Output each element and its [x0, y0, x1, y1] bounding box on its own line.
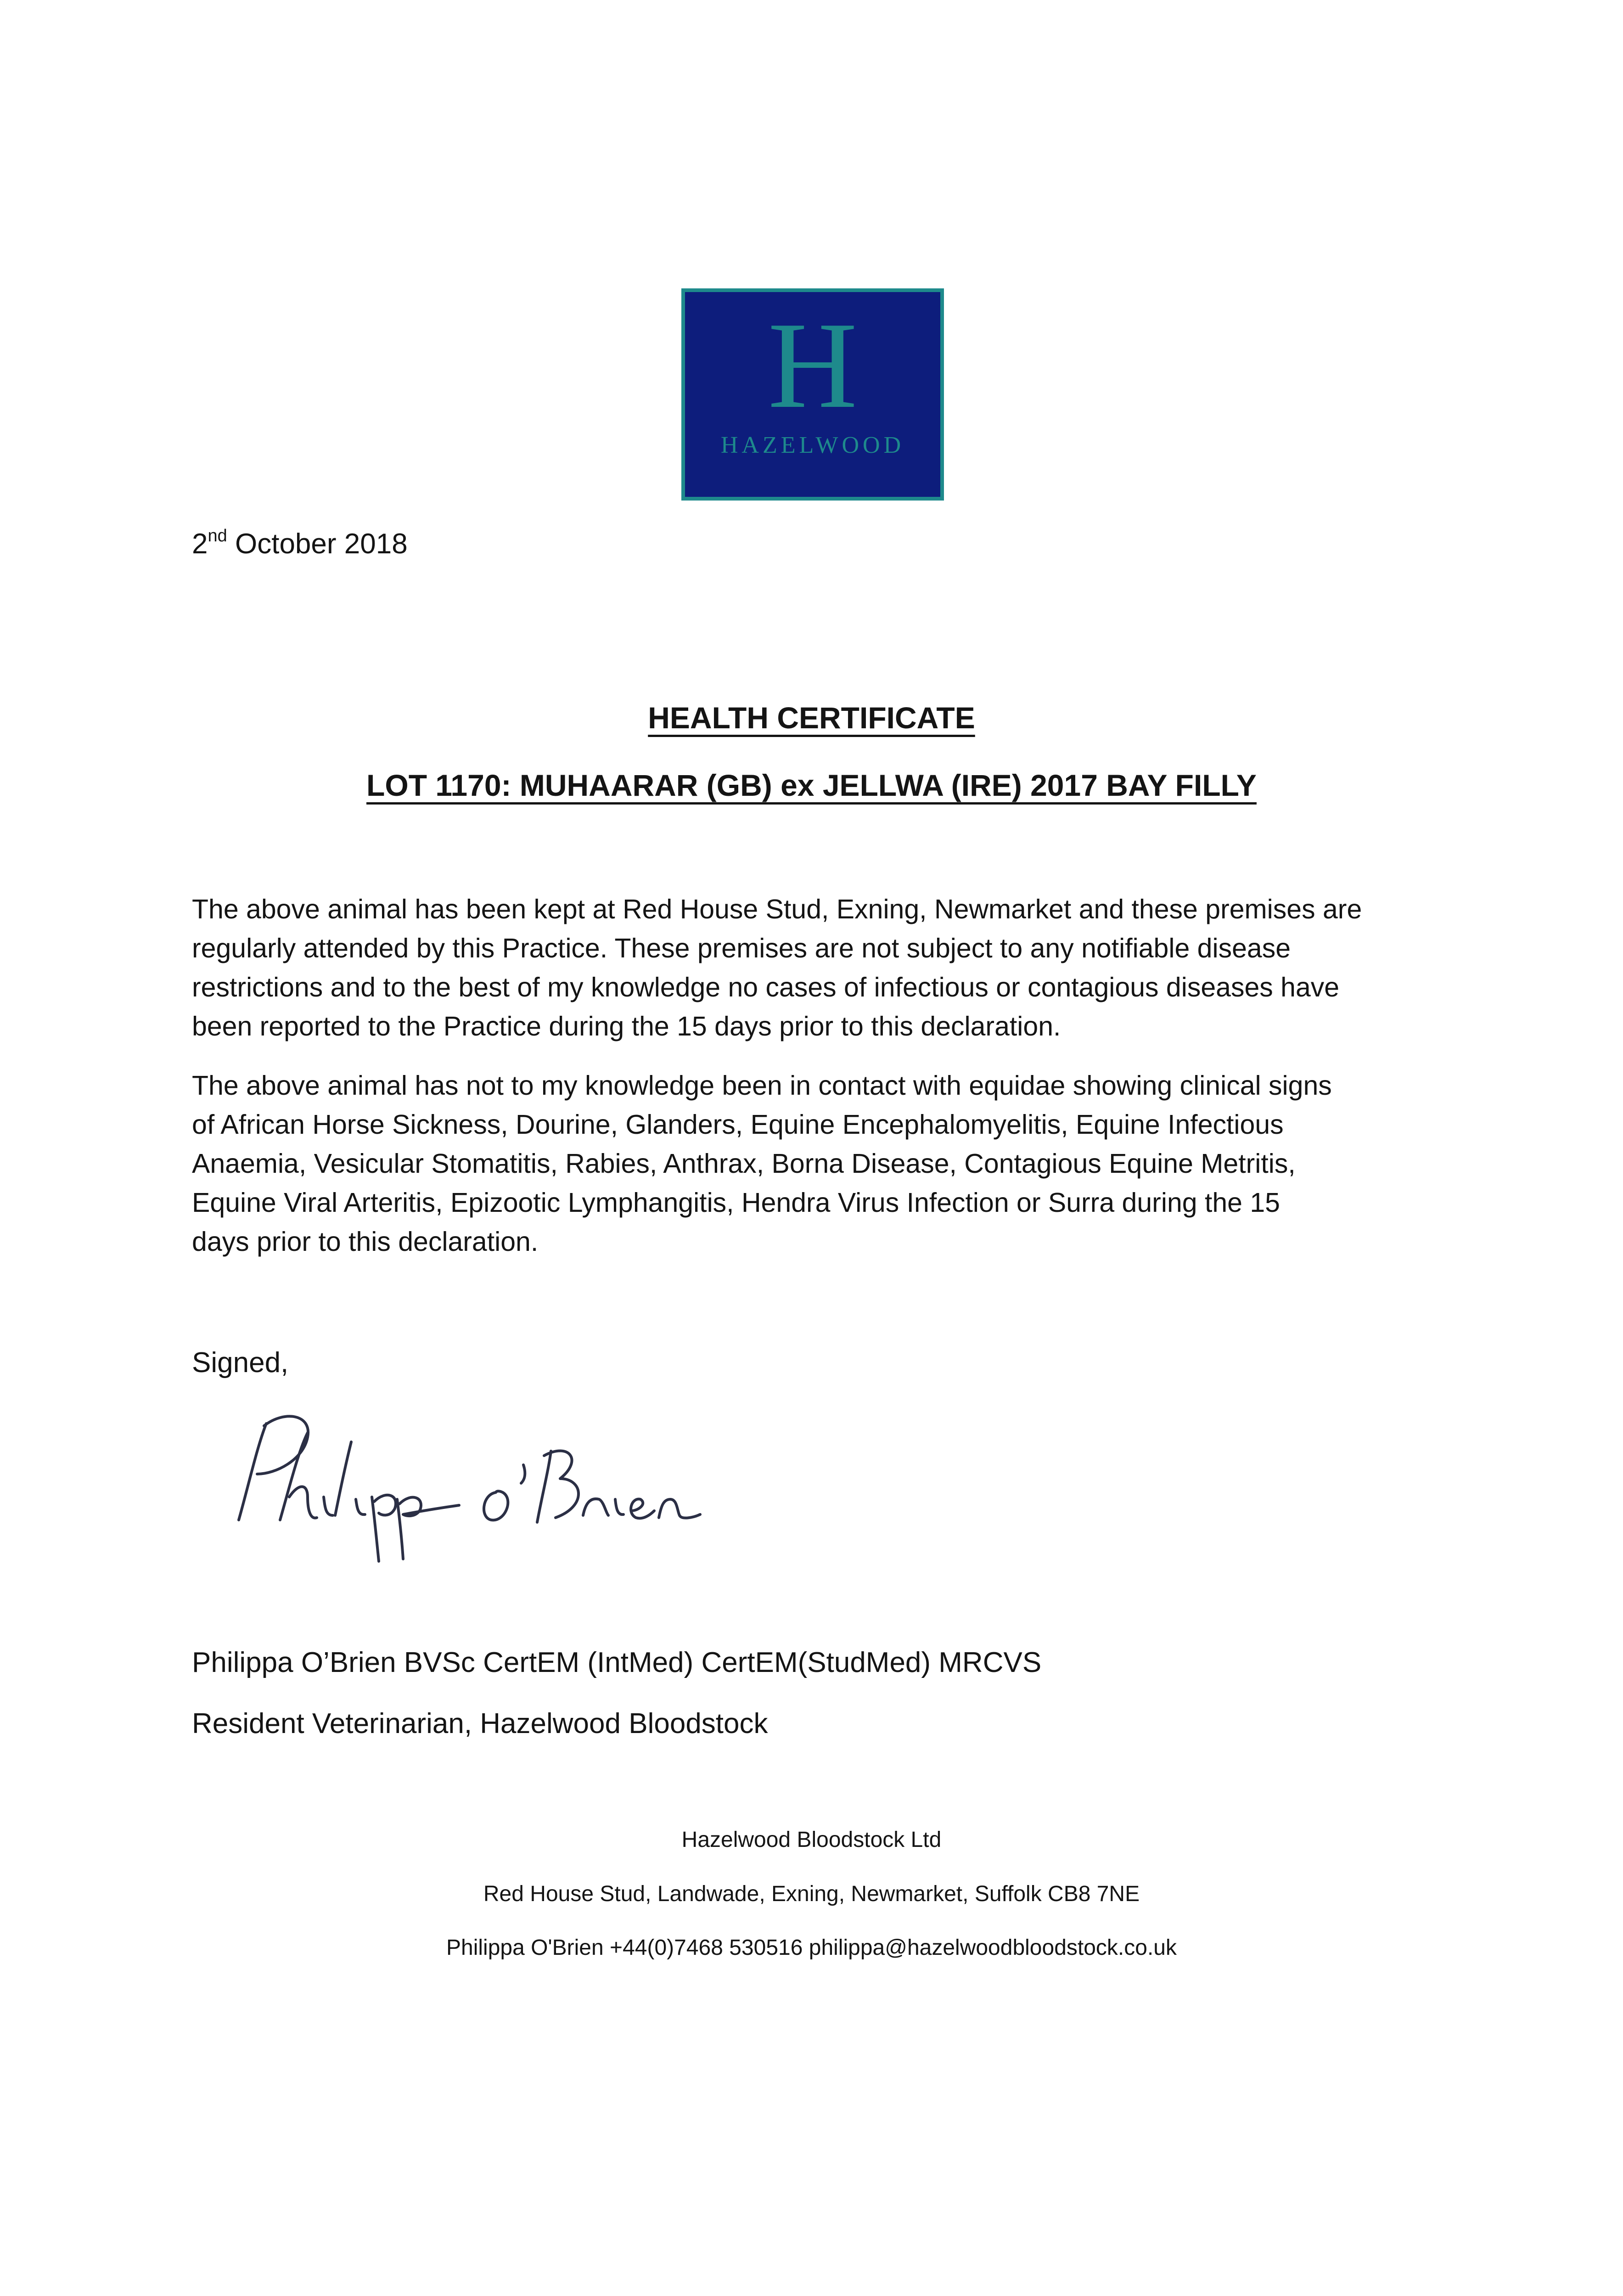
- signatory-name: Philippa O’Brien BVSc CertEM (IntMed) CertEM(StudMed) MRCVS: [192, 1647, 1042, 1678]
- footer-address: Red House Stud, Landwade, Exning, Newmarket, Suffolk CB8 7NE: [483, 1882, 1140, 1906]
- date-ordinal-suffix: nd: [208, 526, 227, 546]
- date-month-year: October 2018: [227, 528, 408, 560]
- lot-subtitle: LOT 1170: MUHAARAR (GB) ex JELLWA (IRE) 2017 BAY FILLY: [366, 768, 1257, 802]
- paragraph-line: of African Horse Sickness, Dourine, Glanders, Equine Encephalomyelitis, Equine Infectious: [192, 1109, 1284, 1140]
- paragraph-line: Equine Viral Arteritis, Epizootic Lymphangitis, Hendra Virus Infection or Surra during the 15: [192, 1187, 1280, 1218]
- disease-contact-paragraph: [192, 1066, 1455, 1261]
- logo-wordmark: HAZELWOOD: [720, 432, 905, 458]
- footer-contact: Philippa O'Brien +44(0)7468 530516 philippa@hazelwoodbloodstock.co.uk: [446, 1936, 1177, 1960]
- document-title: HEALTH CERTIFICATE: [648, 701, 975, 735]
- paragraph-line: The above animal has been kept at Red House Stud, Exning, Newmarket and these premises are: [192, 894, 1362, 924]
- paragraph-line: restrictions and to the best of my knowledge no cases of infectious or contagious diseases have: [192, 972, 1340, 1002]
- signatory-role: Resident Veterinarian, Hazelwood Bloodstock: [192, 1708, 768, 1739]
- hazelwood-logo: [681, 288, 944, 501]
- date-day: 2: [192, 528, 208, 560]
- paragraph-line: been reported to the Practice during the 15 days prior to this declaration.: [192, 1011, 1061, 1041]
- footer-company: Hazelwood Bloodstock Ltd: [681, 1828, 942, 1852]
- paragraph-line: days prior to this declaration.: [192, 1227, 539, 1257]
- signed-label: Signed,: [192, 1347, 289, 1379]
- letter-date: [192, 523, 408, 565]
- premises-paragraph: [192, 890, 1455, 1046]
- paragraph-line: The above animal has not to my knowledge been in contact with equidae showing clinical signs: [192, 1070, 1332, 1101]
- paragraph-line: Anaemia, Vesicular Stomatitis, Rabies, Anthrax, Borna Disease, Contagious Equine Metritis,: [192, 1148, 1296, 1179]
- paragraph-line: regularly attended by this Practice. These premises are not subject to any notifiable disease: [192, 933, 1291, 963]
- handwritten-signature: [220, 1405, 707, 1570]
- logo-letter: H: [768, 297, 858, 434]
